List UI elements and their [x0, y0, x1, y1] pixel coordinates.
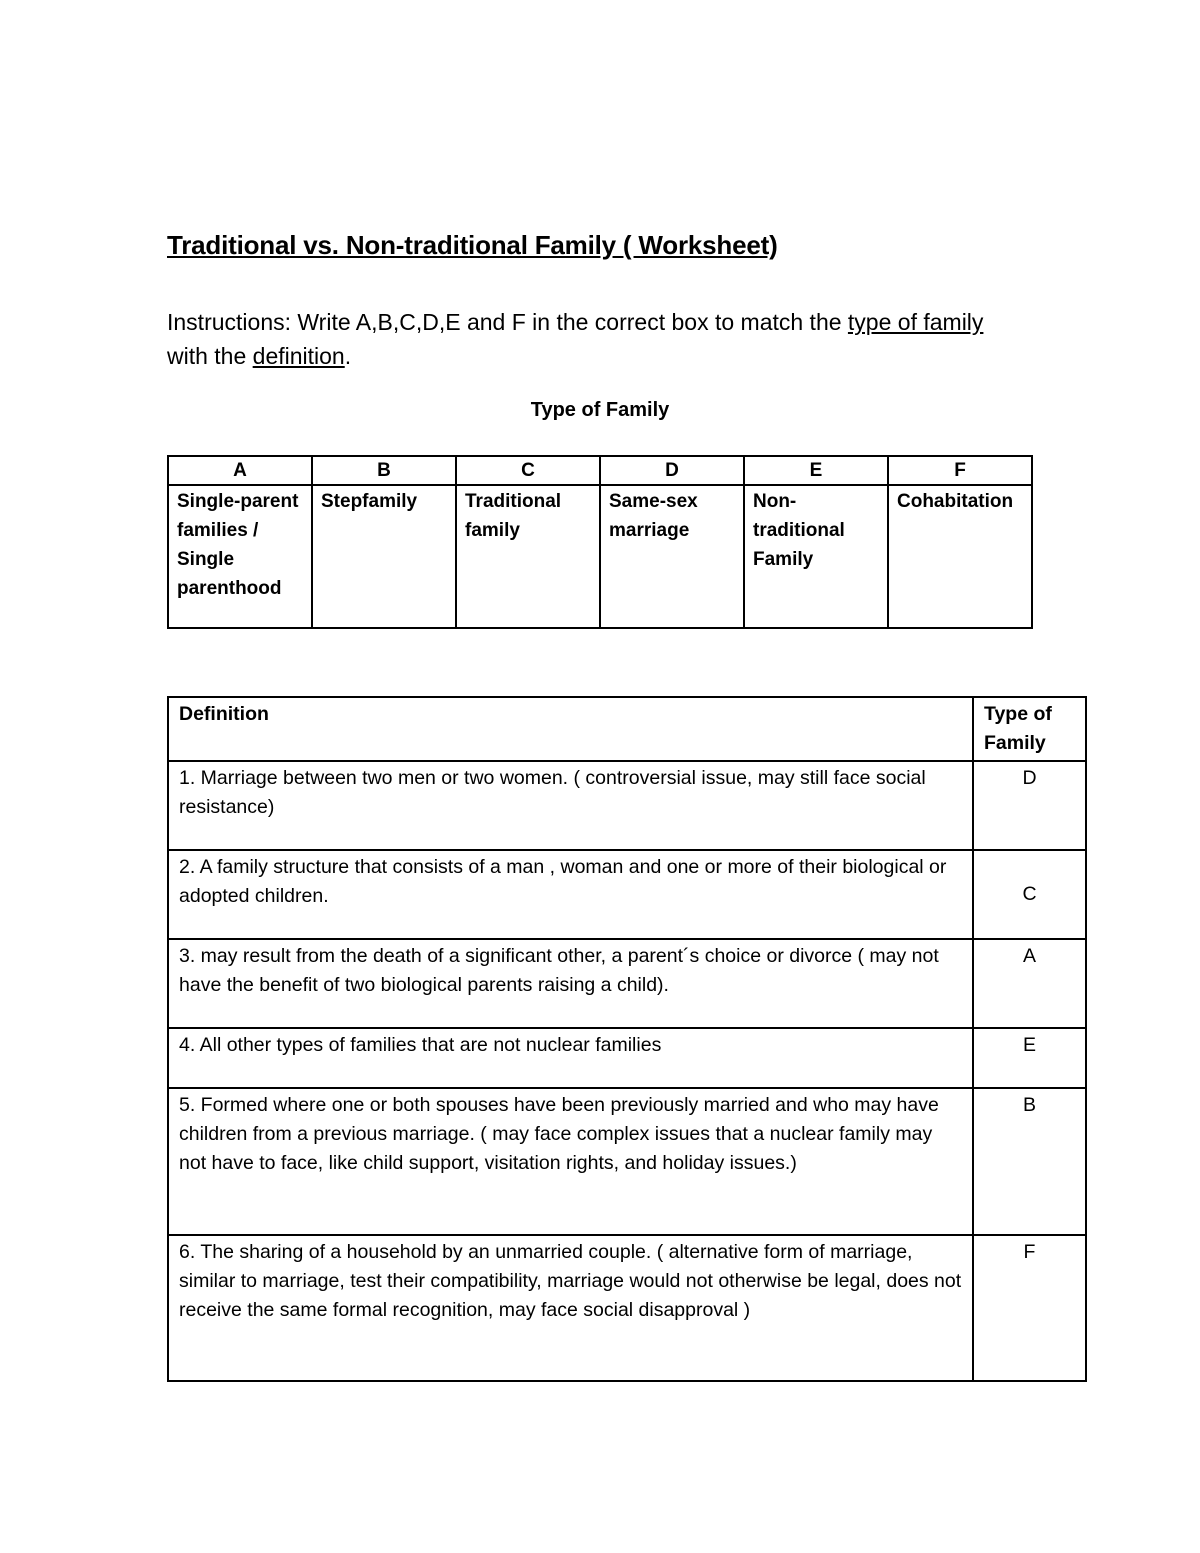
answer-cell[interactable]: C — [973, 850, 1086, 939]
answer-cell[interactable]: D — [973, 761, 1086, 850]
definition-cell: 6. The sharing of a household by an unmarried couple. ( alternative form of marriage, similar to marriage, test their compatibility, marriage would not otherwise be legal, does not receive the same formal recognition, may face social disapproval ) — [168, 1235, 973, 1381]
answer-cell[interactable]: B — [973, 1088, 1086, 1235]
instructions-middle: with the — [167, 343, 253, 369]
instructions-definition: definition — [252, 343, 345, 369]
type-name: Single-parent families / Single parenthood — [168, 485, 312, 628]
definition-cell: 3. may result from the death of a significant other, a parent´s choice or divorce ( may not have the benefit of two biological parents raising a child). — [168, 939, 973, 1028]
page-title: Traditional vs. Non-traditional Family ( Worksheet) — [167, 230, 778, 260]
definitions-table — [167, 696, 1087, 1382]
instructions-prefix: Instructions: Write A,B,C,D,E and F in the correct box to match the — [167, 309, 848, 335]
table-row — [168, 850, 1086, 939]
answer-cell[interactable]: E — [973, 1028, 1086, 1088]
definition-cell: 1. Marriage between two men or two women. ( controversial issue, may still face social resistance) — [168, 761, 973, 850]
type-letter: E — [744, 456, 888, 485]
instructions — [167, 305, 1027, 373]
instructions-suffix: . — [344, 343, 352, 369]
type-letter: A — [168, 456, 312, 485]
types-caption: Type of Family — [530, 399, 670, 421]
definitions-header-row — [168, 697, 1086, 761]
table-row — [168, 1088, 1086, 1235]
table-row — [168, 761, 1086, 850]
table-row — [168, 1028, 1086, 1088]
types-letter-row — [168, 456, 1032, 485]
table-row — [168, 1235, 1086, 1381]
type-name: Non-traditional Family — [744, 485, 888, 628]
answer-cell[interactable]: F — [973, 1235, 1086, 1381]
table-row — [168, 939, 1086, 1028]
types-name-row — [168, 485, 1032, 628]
instructions-type-of-family: type of family — [847, 309, 984, 335]
type-name: Traditional family — [456, 485, 600, 628]
type-letter: D — [600, 456, 744, 485]
type-letter: F — [888, 456, 1032, 485]
family-types-table — [167, 455, 1033, 629]
definition-header: Definition — [168, 697, 973, 761]
definition-cell: 5. Formed where one or both spouses have been previously married and who may have children from a previous marriage. ( may face complex issues that a nuclear family may not have to face, like child support, visitation rights, and holiday issues.) — [168, 1088, 973, 1235]
answer-cell[interactable]: A — [973, 939, 1086, 1028]
type-name: Same-sex marriage — [600, 485, 744, 628]
definition-cell: 2. A family structure that consists of a man , woman and one or more of their biological or adopted children. — [168, 850, 973, 939]
type-name: Cohabitation — [888, 485, 1032, 628]
type-letter: C — [456, 456, 600, 485]
type-of-family-header: Type of Family — [973, 697, 1086, 761]
type-name: Stepfamily — [312, 485, 456, 628]
definition-cell: 4. All other types of families that are not nuclear families — [168, 1028, 973, 1088]
type-letter: B — [312, 456, 456, 485]
